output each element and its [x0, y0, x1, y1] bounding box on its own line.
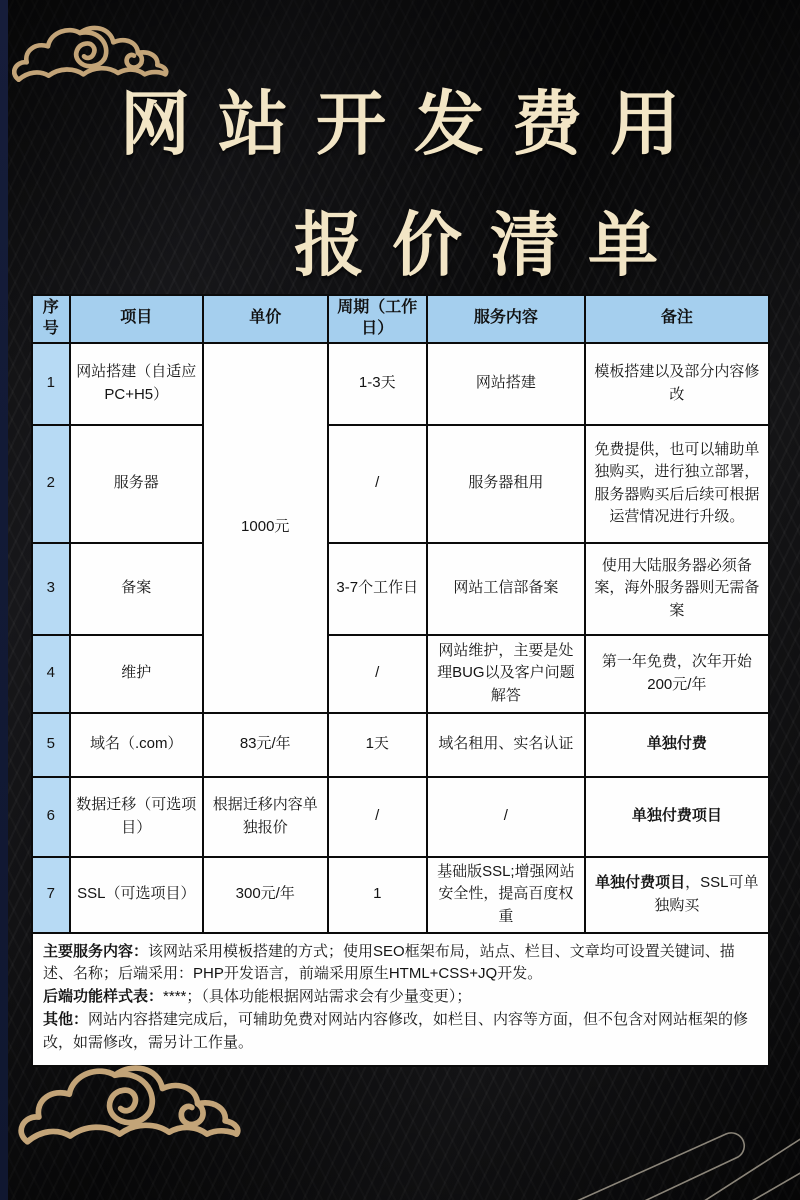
row7-item: SSL（可选项目） — [70, 857, 203, 933]
row6-note: 单独付费项目 — [585, 777, 769, 857]
table-row — [32, 425, 769, 543]
page-title-line2: 报价清单 — [294, 205, 686, 284]
note-text: 该网站采用模板搭建的方式；使用SEO框架布局，站点、栏目、文章均可设置关键词、描述、名称；后端采用：PHP开发语言，前端采用原生HTML+CSS+JQ开发。 — [43, 942, 735, 983]
row5-service: 域名租用、实名认证 — [427, 713, 585, 777]
row7-note-bold: 单独付费项目 — [595, 874, 686, 892]
row5-cycle: 1天 — [328, 713, 427, 777]
row2-note: 免费提供，也可以辅助单独购买，进行独立部署，服务器购买后后续可根据运营情况进行升级。 — [585, 425, 769, 543]
row7-no: 7 — [32, 857, 70, 933]
header-item: 项目 — [70, 295, 203, 343]
row7-cycle: 1 — [328, 857, 427, 933]
header-service: 服务内容 — [427, 295, 585, 343]
row7-note-rest: ，SSL可单独购买 — [654, 874, 759, 914]
header-cycle: 周期（工作日） — [328, 295, 427, 343]
note-line-other — [43, 1009, 756, 1055]
table-row — [32, 857, 769, 933]
table-row — [32, 343, 769, 425]
row4-no: 4 — [32, 635, 70, 713]
row2-cycle: / — [328, 425, 427, 543]
table-row — [32, 777, 769, 857]
pricing-table — [31, 294, 770, 934]
note-text: ****；（具体功能根据网站需求会有少量变更）； — [163, 988, 472, 1006]
table-row — [32, 543, 769, 635]
header-no: 序号 — [32, 295, 70, 343]
row4-cycle: / — [328, 635, 427, 713]
row6-cycle: / — [328, 777, 427, 857]
row3-item: 备案 — [70, 543, 203, 635]
row5-no: 5 — [32, 713, 70, 777]
page-title-line1: 网站开发费用 — [120, 85, 708, 163]
row6-price: 根据迁移内容单独报价 — [203, 777, 328, 857]
table-row — [32, 635, 769, 713]
row6-service: / — [427, 777, 585, 857]
quotation-sheet — [31, 294, 770, 1067]
table-row — [32, 713, 769, 777]
row3-cycle: 3-7个工作日 — [328, 543, 427, 635]
page-title — [0, 84, 800, 285]
header-note: 备注 — [585, 295, 769, 343]
row1-no: 1 — [32, 343, 70, 425]
row6-no: 6 — [32, 777, 70, 857]
note-label: 主要服务内容： — [43, 942, 149, 960]
row5-note: 单独付费 — [585, 713, 769, 777]
row1-service: 网站搭建 — [427, 343, 585, 425]
row2-service: 服务器租用 — [427, 425, 585, 543]
row6-item: 数据迁移（可选项目） — [70, 777, 203, 857]
row4-service: 网站维护，主要是处理BUG以及客户问题解答 — [427, 635, 585, 713]
note-line-main-services — [43, 941, 756, 987]
row7-service: 基础版SSL;增强网站安全性，提高百度权重 — [427, 857, 585, 933]
note-text: 网站内容搭建完成后，可辅助免费对网站内容修改，如栏目、内容等方面，但不包含对网站框架的修改，如需修改，需另计工作量。 — [43, 1010, 749, 1051]
swoosh-lines-icon — [540, 1080, 800, 1200]
row2-no: 2 — [32, 425, 70, 543]
cloud-bottom-icon — [18, 1058, 246, 1166]
note-label: 其他： — [43, 1010, 89, 1028]
row1-item: 网站搭建（自适应PC+H5） — [70, 343, 203, 425]
merged-price-cell: 1000元 — [203, 343, 328, 713]
row1-note: 模板搭建以及部分内容修改 — [585, 343, 769, 425]
row5-price: 83元/年 — [203, 713, 328, 777]
note-label: 后端功能样式表： — [43, 988, 164, 1006]
row4-note: 第一年免费，次年开始200元/年 — [585, 635, 769, 713]
note-line-backend-features — [43, 986, 756, 1009]
row5-item: 域名（.com） — [70, 713, 203, 777]
row2-item: 服务器 — [70, 425, 203, 543]
row3-note: 使用大陆服务器必须备案，海外服务器则无需备案 — [585, 543, 769, 635]
row3-service: 网站工信部备案 — [427, 543, 585, 635]
row7-note — [585, 857, 769, 933]
row1-cycle: 1-3天 — [328, 343, 427, 425]
row3-no: 3 — [32, 543, 70, 635]
header-price: 单价 — [203, 295, 328, 343]
row7-price: 300元/年 — [203, 857, 328, 933]
notes-panel — [31, 932, 770, 1067]
table-header-row — [32, 295, 769, 343]
row4-item: 维护 — [70, 635, 203, 713]
